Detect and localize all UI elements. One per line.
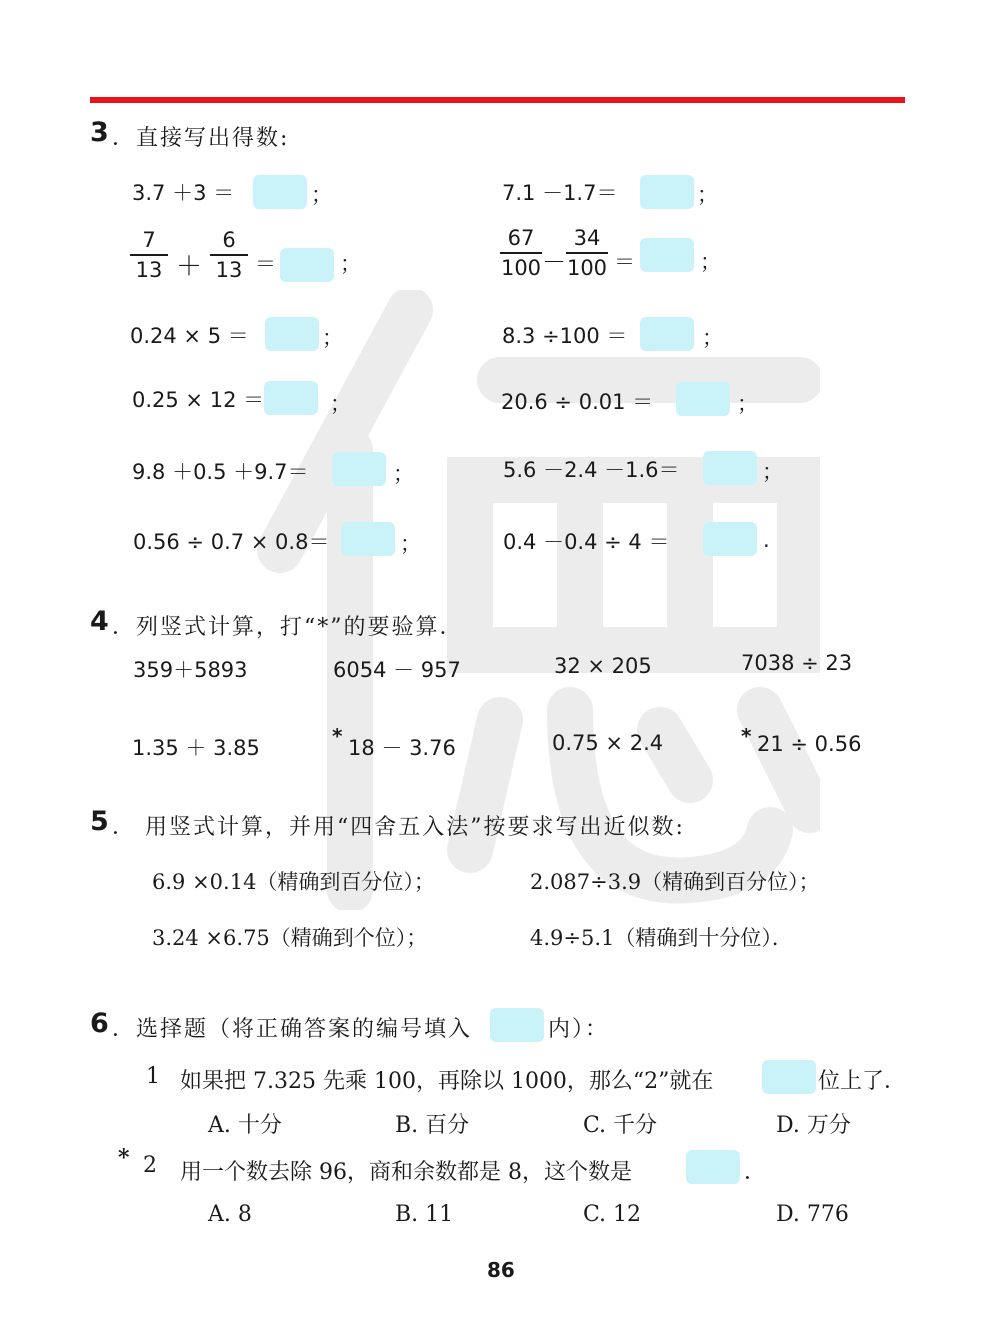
equals-sign: ＝ <box>255 252 276 276</box>
section-5-title-text: 用竖式计算，并用“四舍五入法”按要求写出近似数: <box>145 815 685 840</box>
semicolon: ； <box>700 250 721 274</box>
semicolon: ； <box>311 183 332 207</box>
column-calc-item: 359＋5893 <box>133 658 248 682</box>
question-2-number: 2 <box>143 1153 157 1178</box>
option-b[interactable]: B. 百分 <box>395 1113 470 1138</box>
expr-3-11: 0.56 ÷ 0.7 × 0.8＝ <box>133 530 330 554</box>
option-b[interactable]: B. 11 <box>395 1202 454 1227</box>
period: . <box>763 528 770 552</box>
answer-box[interactable] <box>640 317 694 351</box>
expr-3-5: 0.24 × 5 ＝ <box>130 324 249 348</box>
question-2-text: 用一个数去除 96，商和余数都是 8，这个数是 <box>180 1160 632 1185</box>
approx-item: 2.087÷3.9（精确到百分位）； <box>530 870 820 894</box>
section-6-title-text: 选择题（将正确答案的编号填入 <box>136 1017 473 1042</box>
column-calc-item: 18 － 3.76 <box>348 736 456 760</box>
option-a[interactable]: A. 8 <box>208 1202 252 1227</box>
option-c[interactable]: C. 12 <box>583 1202 642 1227</box>
equals-sign: ＝ <box>614 250 635 274</box>
section-5-title: ． 用竖式计算，并用“四舍五入法”按要求写出近似数: <box>112 815 685 840</box>
answer-box-legend <box>490 1008 544 1042</box>
option-a[interactable]: A. 十分 <box>208 1113 282 1138</box>
option-c[interactable]: C. 千分 <box>583 1113 658 1138</box>
approx-item: 3.24 ×6.75（精确到个位）； <box>152 926 428 950</box>
column-calc-item: 0.75 × 2.4 <box>552 731 664 755</box>
minus-sign: － <box>542 248 566 276</box>
fraction: 67 100 <box>500 226 542 280</box>
section-3-number: 3 <box>90 117 109 148</box>
semicolon: ； <box>702 326 723 350</box>
section-3-title-text: 直接写出得数: <box>136 126 290 151</box>
answer-box[interactable] <box>640 238 694 272</box>
answer-box[interactable] <box>265 317 319 351</box>
expr-3-8: 20.6 ÷ 0.01 ＝ <box>501 390 654 414</box>
section-3-title: ．直接写出得数: <box>112 126 290 151</box>
answer-box[interactable] <box>676 382 730 416</box>
semicolon: ； <box>762 460 783 484</box>
plus-sign: ＋ <box>176 252 203 282</box>
fraction: 7 13 <box>130 226 168 284</box>
semicolon: ； <box>697 183 718 207</box>
question-1-text-end: 位上了． <box>818 1069 907 1094</box>
approx-item: 6.9 ×0.14（精确到百分位）； <box>152 870 435 894</box>
column-calc-item: 32 × 205 <box>554 654 652 678</box>
question-1-number: 1 <box>146 1064 160 1089</box>
expr-3-9: 9.8 ＋0.5 ＋9.7＝ <box>132 460 309 484</box>
section-6-title-end: 内）： <box>548 1017 610 1042</box>
expr-3-10: 5.6 －2.4 －1.6＝ <box>503 458 680 482</box>
option-d[interactable]: D. 万分 <box>776 1113 851 1138</box>
semicolon: ； <box>322 326 343 350</box>
option-d[interactable]: D. 776 <box>776 1202 849 1227</box>
answer-box[interactable] <box>640 175 694 209</box>
fraction: 34 100 <box>566 226 608 280</box>
fraction: 6 13 <box>210 226 248 284</box>
answer-box[interactable] <box>341 522 395 556</box>
section-5-number: 5 <box>90 806 109 837</box>
expr-3-12: 0.4 －0.4 ÷ 4 ＝ <box>503 530 670 554</box>
answer-box[interactable] <box>762 1060 816 1094</box>
semicolon: ； <box>393 462 414 486</box>
section-4-title-text: 列竖式计算，打“*”的要验算． <box>136 615 464 640</box>
question-2-text-end: ． <box>744 1160 767 1185</box>
answer-box[interactable] <box>264 381 318 415</box>
semicolon: ； <box>340 252 361 276</box>
column-calc-item: 6054 － 957 <box>333 658 461 682</box>
page-number: 86 <box>487 1258 515 1282</box>
section-4-number: 4 <box>90 606 109 637</box>
section-4-title: ．列竖式计算，打“*”的要验算． <box>112 615 464 640</box>
star-mark: * <box>118 1145 130 1171</box>
column-calc-item: 21 ÷ 0.56 <box>757 732 862 756</box>
expr-3-7: 0.25 × 12 ＝ <box>132 388 265 412</box>
answer-box[interactable] <box>332 452 386 486</box>
approx-item: 4.9÷5.1（精确到十分位）． <box>530 926 793 950</box>
star-mark: * <box>332 724 343 748</box>
column-calc-item: 1.35 ＋ 3.85 <box>132 736 260 760</box>
semicolon: ； <box>737 392 758 416</box>
section-6-number: 6 <box>90 1008 109 1039</box>
answer-box[interactable] <box>703 522 757 556</box>
question-1-text: 如果把 7.325 先乘 100，再除以 1000，那么“2”就在 <box>180 1069 714 1094</box>
answer-box[interactable] <box>703 451 757 485</box>
answer-box[interactable] <box>686 1150 740 1184</box>
star-mark: * <box>741 724 752 748</box>
semicolon: ； <box>330 392 351 416</box>
section-6-title: ．选择题（将正确答案的编号填入 <box>112 1017 473 1042</box>
expr-3-1: 3.7 ＋3 ＝ <box>132 181 235 205</box>
semicolon: ； <box>400 532 421 556</box>
column-calc-item: 7038 ÷ 23 <box>741 651 853 675</box>
expr-3-6: 8.3 ÷100 ＝ <box>502 324 628 348</box>
header-rule <box>90 97 905 103</box>
answer-box[interactable] <box>253 175 307 209</box>
answer-box[interactable] <box>280 248 334 282</box>
expr-3-2: 7.1 －1.7＝ <box>502 181 618 205</box>
